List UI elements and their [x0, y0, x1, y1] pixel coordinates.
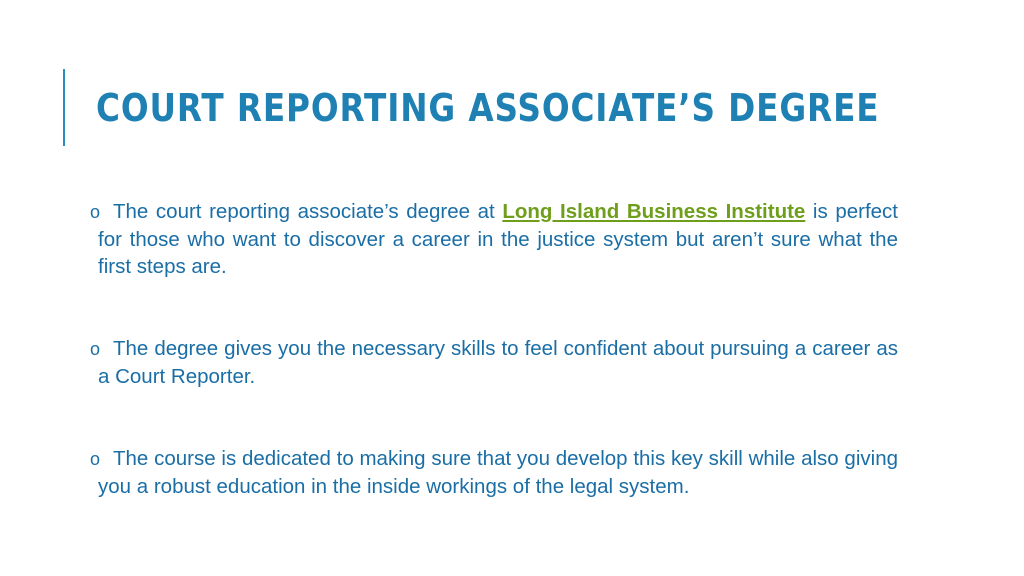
bullet-text-before-link: The court reporting associate’s degree at [113, 200, 503, 223]
bullet-list [90, 198, 898, 500]
bullet-text-after-link: is perfect for those who want to discover a career in the justice system but aren’t sure what the first steps are. [98, 200, 898, 278]
bullet-text: The degree gives you the necessary skills to feel confident about pursuing a career as a Court Reporter. [98, 337, 898, 388]
slide-title: COURT REPORTING ASSOCIATE’S DEGREE [96, 86, 880, 130]
bullet-item-1 [90, 198, 898, 280]
bullet-marker: o [90, 449, 101, 469]
bullet-item-3 [90, 445, 898, 500]
bullet-text: The course is dedicated to making sure that you develop this key skill while also giving you a robust education in the inside workings of the legal system. [98, 447, 898, 498]
bullet-marker: o [90, 202, 101, 222]
long-island-business-institute-link[interactable]: Long Island Business Institute [502, 200, 806, 223]
title-accent-bar [63, 69, 65, 146]
bullet-item-2 [90, 335, 898, 390]
bullet-marker: o [90, 339, 101, 359]
